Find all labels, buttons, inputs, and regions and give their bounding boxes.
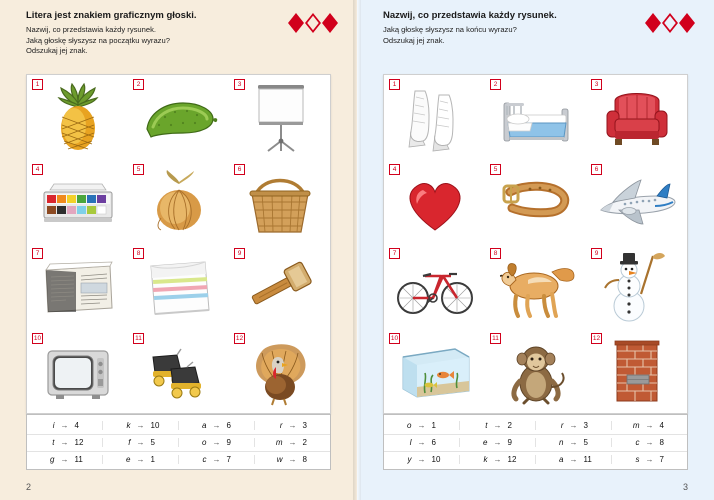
belt-illustration [494,166,578,238]
answer-key-entry [460,455,536,464]
picture-number: 4 [32,164,43,175]
key-letter: m [632,420,640,430]
picture-number: 8 [490,248,501,259]
picture-cell-basket[interactable] [229,160,330,245]
picture-number: 10 [33,334,42,342]
key-arrow-icon: → [645,420,654,430]
answer-key-entry [460,438,536,447]
key-arrow-icon: → [136,438,145,447]
key-letter: g [50,455,55,464]
page-title: Nazwij, co przedstawia każdy rysunek. [383,10,557,21]
answer-key-entry [103,421,179,430]
key-arrow-icon: → [569,438,578,447]
key-number: 12 [74,438,84,447]
picture-cell-brick-chimney[interactable] [586,329,687,414]
key-number: 4 [74,420,79,430]
key-number: 3 [302,420,307,430]
picture-cell-cucumber[interactable] [128,75,229,160]
answer-key-entry [612,455,687,464]
picture-number: 5 [133,164,144,175]
answer-key-entry [179,455,255,464]
page-number-right: 3 [682,482,688,492]
answer-key-entry [612,438,687,447]
diamonds-logo-icon [287,12,339,34]
key-arrow-icon: → [645,438,654,447]
picture-number: 7 [32,248,43,259]
picture-number: 4 [389,164,400,175]
key-letter: r [279,420,283,430]
answer-key-entry [27,421,103,430]
key-number: 3 [583,420,588,430]
armchair-illustration [595,81,679,153]
key-arrow-icon: → [60,438,69,447]
key-number: 8 [302,455,307,464]
answer-key-right [383,414,688,470]
answer-key-entry [536,455,612,464]
dog-illustration [494,250,578,322]
picture-cell-snowman[interactable] [586,244,687,329]
key-number: 5 [583,438,588,447]
instruction-line-1: Jaką głoskę słyszysz na końcu wyrazu? [383,25,517,34]
turkey-illustration [238,335,322,407]
answer-key-entry [255,438,330,447]
picture-grid-right [383,74,688,414]
key-number: 6 [431,438,436,447]
answer-key-row [27,434,330,451]
picture-cell-bicycle[interactable] [384,244,485,329]
key-letter: e [483,438,488,447]
answer-key-entry [179,438,255,447]
picture-cell-projector-screen[interactable] [229,75,330,160]
answer-key-entry [612,421,687,430]
picture-cell-roller-skates[interactable] [128,329,229,414]
key-letter: c [635,438,640,447]
key-number: 1 [431,420,436,430]
key-arrow-icon: → [569,455,578,464]
newspaper-illustration [36,250,120,322]
picture-number: 9 [234,248,245,259]
hammer-illustration [238,250,322,322]
instruction-line-1: Nazwij, co przedstawia każdy rysunek. [26,25,156,34]
key-letter: o [407,420,412,430]
answer-key-entry [179,421,255,430]
picture-number: 6 [234,164,245,175]
picture-number: 2 [133,79,144,90]
projector-screen-illustration [238,81,322,153]
key-arrow-icon: → [493,438,502,447]
heart-illustration [393,166,477,238]
picture-cell-boots[interactable] [384,75,485,160]
key-number: 4 [659,420,664,430]
header-right [383,10,696,68]
answer-key-entry [255,421,330,430]
answer-key-row [27,417,330,434]
page-number-left: 2 [26,482,32,492]
monkey-illustration [494,335,578,407]
basket-illustration [238,166,322,238]
television-illustration [36,335,120,407]
key-arrow-icon: → [417,455,426,464]
answer-key-entry [103,455,179,464]
key-number: 7 [659,455,664,464]
key-number: 2 [302,438,307,447]
picture-number: 12 [592,334,601,342]
answer-key-entry [27,455,103,464]
cucumber-illustration [137,81,221,153]
airplane-illustration [595,166,679,238]
header-left [26,10,339,68]
roller-skates-illustration [137,335,221,407]
key-number: 9 [507,438,512,447]
picture-cell-newspaper[interactable] [27,244,128,329]
key-number: 2 [507,420,512,430]
picture-cell-heart[interactable] [384,160,485,245]
picture-number: 9 [591,248,602,259]
picture-cell-monkey[interactable] [485,329,586,414]
key-arrow-icon: → [60,420,69,430]
answer-key-entry [536,438,612,447]
picture-number: 3 [591,79,602,90]
pineapple-illustration [36,81,120,153]
key-arrow-icon: → [417,438,426,447]
picture-number: 3 [234,79,245,90]
answer-key-row [384,417,687,434]
key-letter: k [126,420,131,430]
picture-number: 5 [490,164,501,175]
picture-number: 10 [390,334,399,342]
key-arrow-icon: → [136,455,145,464]
key-letter: y [407,455,412,464]
key-letter: f [128,438,131,447]
key-letter: w [276,455,283,464]
picture-number: 11 [133,333,144,344]
picture-grid-left [26,74,331,414]
key-number: 6 [226,420,231,430]
key-letter: c [202,455,207,464]
answer-key-left [26,414,331,470]
key-number: 8 [659,438,664,447]
key-arrow-icon: → [136,420,145,430]
key-arrow-icon: → [288,455,297,464]
key-letter: o [202,438,207,447]
picture-cell-onion[interactable] [128,160,229,245]
picture-number: 12 [235,334,244,342]
answer-key-entry [27,438,103,447]
page-right [357,0,714,500]
boots-illustration [393,81,477,153]
onion-illustration [137,166,221,238]
picture-cell-pineapple[interactable] [27,75,128,160]
picture-number: 6 [591,164,602,175]
key-arrow-icon: → [493,420,502,430]
key-arrow-icon: → [60,455,69,464]
key-arrow-icon: → [288,438,297,447]
picture-cell-towel[interactable] [128,244,229,329]
page-title: Litera jest znakiem graficznym głoski. [26,10,197,21]
picture-number: 8 [133,248,144,259]
picture-number: 7 [389,248,400,259]
key-arrow-icon: → [288,420,297,430]
key-letter: m [275,438,283,447]
key-arrow-icon: → [212,455,221,464]
key-letter: s [635,455,640,464]
key-arrow-icon: → [569,420,578,430]
instruction-line-3: Odszukaj jej znak. [26,46,88,55]
picture-cell-turkey[interactable] [229,329,330,414]
towel-illustration [137,250,221,322]
key-number: 11 [583,455,592,464]
answer-key-entry [103,438,179,447]
answer-key-entry [384,421,460,430]
answer-key-entry [536,421,612,430]
answer-key-row [384,451,687,468]
key-number: 11 [74,455,83,464]
key-arrow-icon: → [417,420,426,430]
picture-number: 1 [389,79,400,90]
key-letter: k [483,455,488,464]
key-letter: a [202,420,207,430]
instruction-line-2: Jaką głoskę słyszysz na początku wyrazu? [26,35,170,45]
answer-key-entry [384,438,460,447]
answer-key-row [384,434,687,451]
bicycle-illustration [393,250,477,322]
paint-box-illustration [36,166,120,238]
key-letter: e [126,455,131,464]
picture-number: 2 [490,79,501,90]
key-arrow-icon: → [212,438,221,447]
key-number: 10 [431,455,441,464]
key-number: 1 [150,455,155,464]
answer-key-entry [255,455,330,464]
picture-cell-belt[interactable] [485,160,586,245]
key-letter: l [409,438,412,447]
key-letter: a [559,455,564,464]
key-number: 5 [150,438,155,447]
picture-number: 1 [32,79,43,90]
picture-cell-television[interactable] [27,329,128,414]
key-letter: i [52,420,55,430]
picture-cell-aquarium[interactable] [384,329,485,414]
key-number: 7 [226,455,231,464]
key-arrow-icon: → [212,420,221,430]
picture-cell-hammer[interactable] [229,244,330,329]
key-arrow-icon: → [493,455,502,464]
key-number: 10 [150,420,160,430]
diamonds-logo-icon [644,12,696,34]
answer-key-row [27,451,330,468]
key-number: 9 [226,438,231,447]
picture-cell-airplane[interactable] [586,160,687,245]
answer-key-entry [384,455,460,464]
aquarium-illustration [393,335,477,407]
picture-cell-paint-box[interactable] [27,160,128,245]
key-arrow-icon: → [645,455,654,464]
key-letter: n [559,438,564,447]
brick-chimney-illustration [595,335,679,407]
bed-illustration [494,81,578,153]
key-letter: t [485,420,488,430]
picture-cell-bed[interactable] [485,75,586,160]
instruction-line-2: Odszukaj jej znak. [383,35,445,45]
key-letter: t [52,438,55,447]
key-number: 12 [507,455,517,464]
picture-cell-dog[interactable] [485,244,586,329]
answer-key-entry [460,421,536,430]
picture-cell-armchair[interactable] [586,75,687,160]
picture-number: 11 [490,333,501,344]
key-letter: r [560,420,564,430]
snowman-illustration [595,250,679,322]
